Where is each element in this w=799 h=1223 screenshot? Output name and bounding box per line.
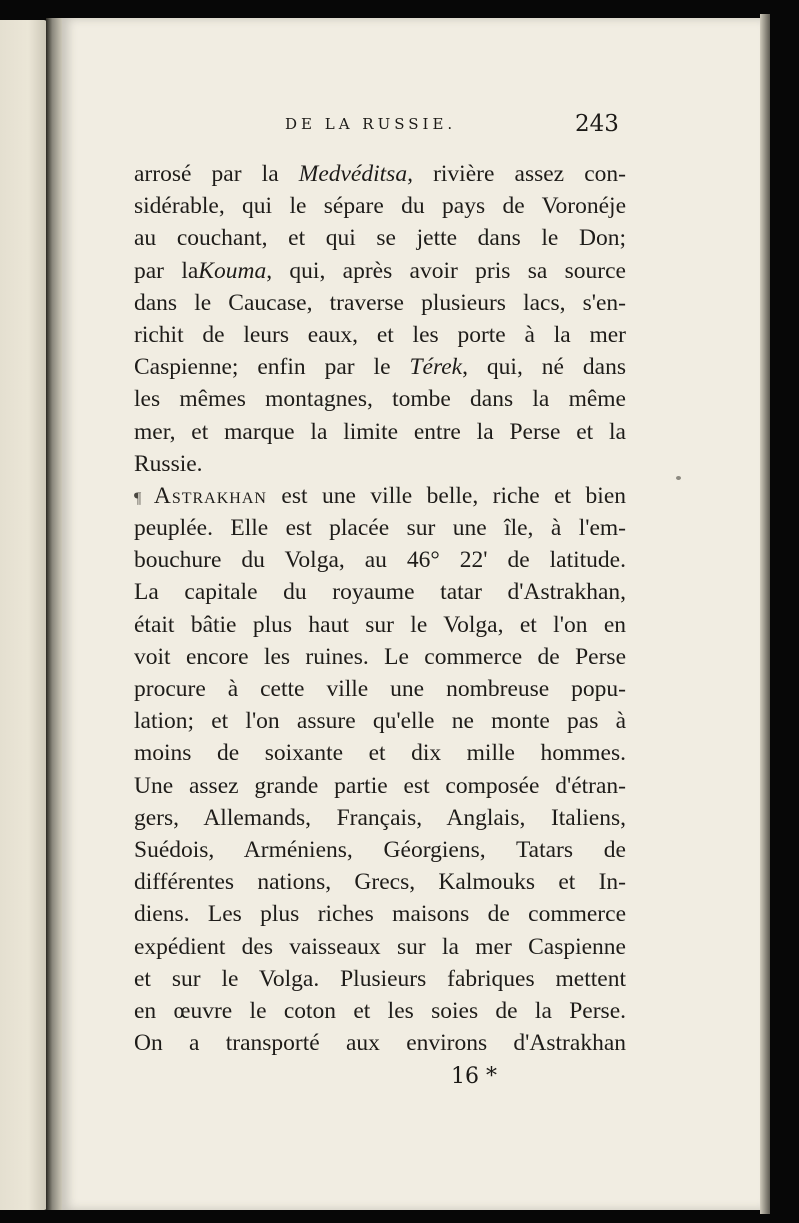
text-segment: expédient des vaisseaux sur la mer Caspienne — [134, 933, 626, 960]
text-segment: On a transporté aux environs d'Astrakhan — [134, 1030, 626, 1057]
text-line — [134, 158, 626, 190]
text-line — [134, 351, 626, 383]
text-segment: richit de leurs eaux, et les porte à la mer — [134, 321, 626, 348]
text-line — [134, 898, 626, 930]
small-caps-heading-word: Astrakhan — [153, 482, 267, 509]
italic-place-name: Kouma — [198, 257, 267, 284]
text-segment: et sur le Volga. Plusieurs fabriques mettent — [134, 965, 626, 992]
page-number: 243 — [575, 111, 619, 137]
text-segment: sidérable, qui le sépare du pays de Voronéje — [134, 193, 626, 220]
text-line — [134, 190, 626, 222]
text-segment: les mêmes montagnes, tombe dans la même — [134, 386, 626, 413]
text-segment: rivière assez con- — [412, 161, 626, 187]
text-line — [134, 222, 626, 254]
text-line — [134, 641, 626, 673]
text-segment: en œuvre le coton et les soies de la Perse. — [134, 997, 626, 1024]
running-title: DE LA RUSSIE. — [285, 115, 457, 133]
signature-mark: 16 * — [451, 1064, 497, 1089]
text-line — [134, 995, 626, 1027]
text-line — [134, 383, 626, 415]
text-line — [134, 576, 626, 608]
text-line — [134, 544, 626, 576]
body-text — [134, 158, 626, 1059]
text-segment: par la — [134, 257, 199, 284]
text-segment: lation; et l'on assure qu'elle ne monte pas à — [134, 708, 626, 735]
text-segment: bouchure du Volga, au 46° 22' de latitude. — [134, 547, 626, 574]
ink-speck — [676, 476, 681, 480]
text-segment: gers, Allemands, Français, Anglais, Italiens, — [134, 804, 626, 831]
text-segment: , qui, après avoir pris sa source — [266, 257, 626, 284]
text-line — [134, 287, 626, 319]
text-segment: Une assez grande partie est composée d'étran- — [134, 772, 626, 799]
text-segment: mer, et marque la limite entre la Perse et la — [134, 418, 626, 445]
italic-place-name: Medvéditsa, — [298, 161, 413, 187]
text-segment: au couchant, et qui se jette dans le Don; — [134, 225, 626, 252]
text-line — [134, 963, 626, 995]
text-line — [134, 609, 626, 641]
text-line — [134, 866, 626, 898]
text-segment: moins de soixante et dix mille hommes. — [134, 740, 626, 767]
text-line — [134, 512, 626, 544]
text-segment: arrosé par la — [134, 161, 299, 187]
italic-place-name: Térek — [409, 354, 463, 381]
text-segment: peuplée. Elle est placée sur une île, à l'em- — [134, 515, 626, 542]
text-segment: Caspienne; enfin par le — [134, 354, 410, 381]
text-segment: procure à cette ville une nombreuse popu- — [134, 676, 626, 702]
text-line — [134, 255, 626, 287]
text-segment: différentes nations, Grecs, Kalmouks et In- — [134, 869, 626, 896]
text-line — [134, 480, 626, 512]
text-line — [134, 1027, 626, 1059]
paragraph-mark: ¶ — [134, 489, 154, 507]
text-line — [134, 319, 626, 351]
text-segment: Suédois, Arméniens, Géorgiens, Tatars de — [134, 836, 626, 863]
text-line — [134, 448, 626, 480]
text-line — [134, 416, 626, 448]
text-segment: La capitale du royaume tatar d'Astrakhan, — [134, 579, 626, 606]
text-segment: diens. Les plus riches maisons de commerce — [134, 901, 626, 928]
text-line — [134, 834, 626, 866]
left-page-edge — [0, 20, 47, 1210]
text-segment: était bâtie plus haut sur le Volga, et l'on en — [134, 611, 626, 638]
text-segment: , qui, né dans — [462, 354, 626, 381]
text-line — [134, 931, 626, 963]
text-line — [134, 802, 626, 834]
text-segment: Russie. — [134, 450, 203, 477]
text-segment: dans le Caucase, traverse plusieurs lacs, s'en- — [134, 289, 626, 316]
text-line — [134, 770, 626, 802]
text-line — [134, 673, 626, 705]
text-segment: voit encore les ruines. Le commerce de Perse — [134, 643, 626, 670]
text-line — [134, 705, 626, 737]
text-segment: est une ville belle, riche et bien — [266, 482, 627, 509]
right-page-edge — [760, 14, 770, 1214]
text-line — [134, 737, 626, 769]
